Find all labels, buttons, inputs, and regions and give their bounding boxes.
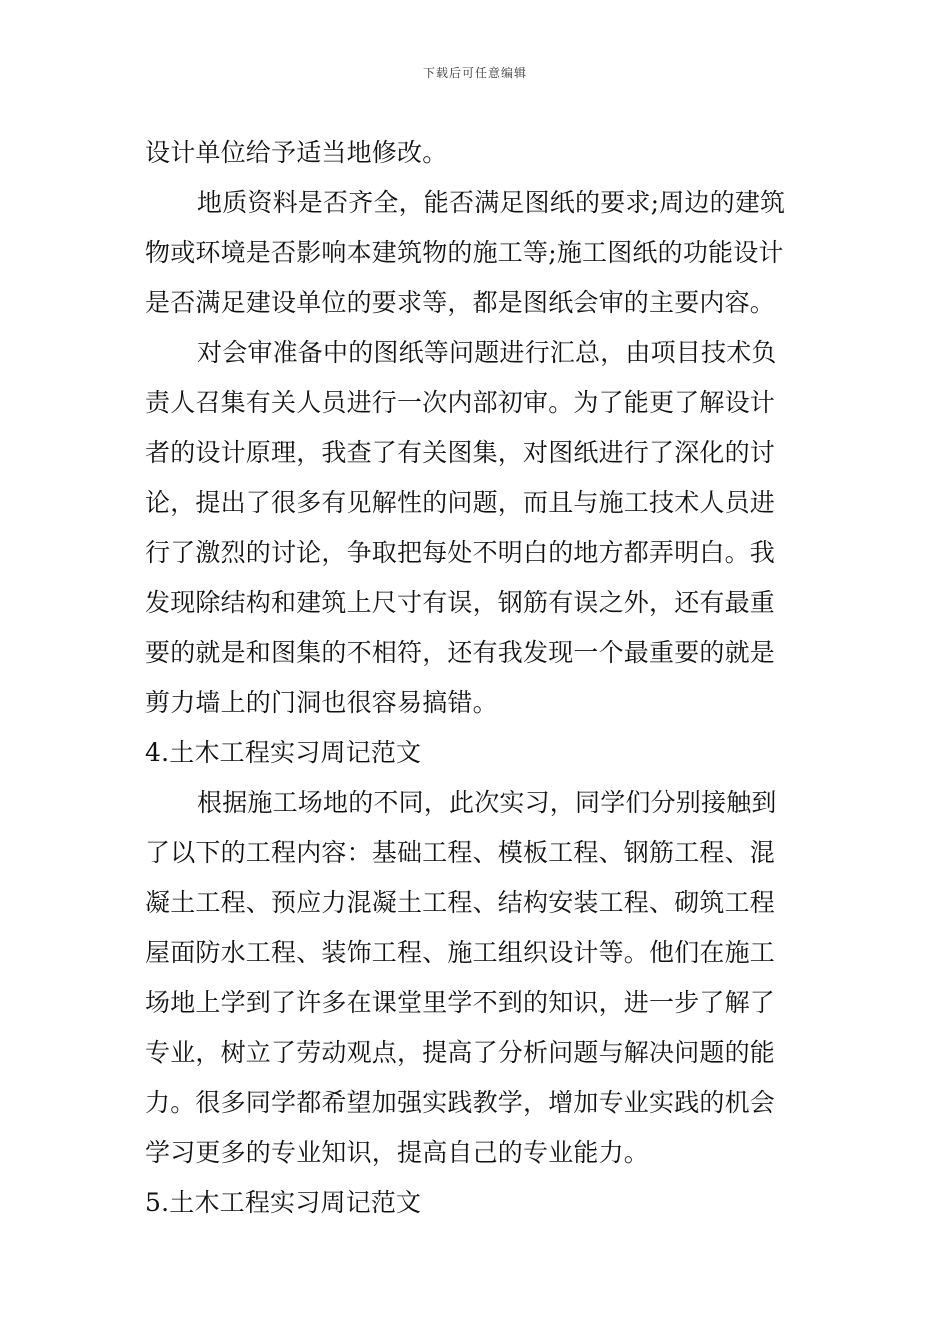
body-line: 行了激烈的讨论，争取把每处不明白的地方都弄明白。我: [145, 538, 776, 567]
body-line: 要的就是和图集的不相符，还有我发现一个最重要的就是: [145, 638, 776, 667]
body-line: 场地上学到了许多在课堂里学不到的知识，进一步了解了: [145, 988, 776, 1017]
body-line: 责人召集有关人员进行一次内部初审。为了能更了解设计: [145, 388, 776, 417]
paragraph-start-line: 根据施工场地的不同，此次实习，同学们分别接触到: [197, 788, 777, 817]
body-line: 专业，树立了劳动观点，提高了分析问题与解决问题的能: [145, 1038, 776, 1067]
body-line: 发现除结构和建筑上尺寸有误，钢筋有误之外，还有最重: [145, 588, 776, 617]
body-line: 是否满足建设单位的要求等，都是图纸会审的主要内容。: [145, 288, 776, 317]
body-line: 了以下的工程内容：基础工程、模板工程、钢筋工程、混: [145, 838, 776, 867]
body-line: 论，提出了很多有见解性的问题，而且与施工技术人员进: [145, 488, 776, 517]
section-heading: 5.土木工程实习周记范文: [145, 1188, 422, 1217]
body-line: 者的设计原理，我查了有关图集，对图纸进行了深化的讨: [145, 438, 776, 467]
section-heading: 4.土木工程实习周记范文: [145, 738, 422, 767]
body-line: 剪力墙上的门洞也很容易搞错。: [145, 688, 498, 717]
body-line: 设计单位给予适当地修改。: [145, 138, 448, 167]
body-line: 力。很多同学都希望加强实践教学，增加专业实践的机会: [145, 1088, 776, 1117]
document-body: [145, 128, 807, 1228]
body-line: 物或环境是否影响本建筑物的施工等;施工图纸的功能设计: [145, 238, 784, 267]
body-line: 屋面防水工程、装饰工程、施工组织设计等。他们在施工: [145, 938, 776, 967]
body-line: 凝土工程、预应力混凝土工程、结构安装工程、砌筑工程: [145, 888, 776, 917]
paragraph-start-line: 地质资料是否齐全，能否满足图纸的要求;周边的建筑: [197, 188, 786, 217]
body-line: 学习更多的专业知识，提高自己的专业能力。: [145, 1138, 650, 1167]
paragraph-start-line: 对会审准备中的图纸等问题进行汇总，由项目技术负: [197, 338, 777, 367]
header-note: 下载后可任意编辑: [422, 66, 527, 80]
